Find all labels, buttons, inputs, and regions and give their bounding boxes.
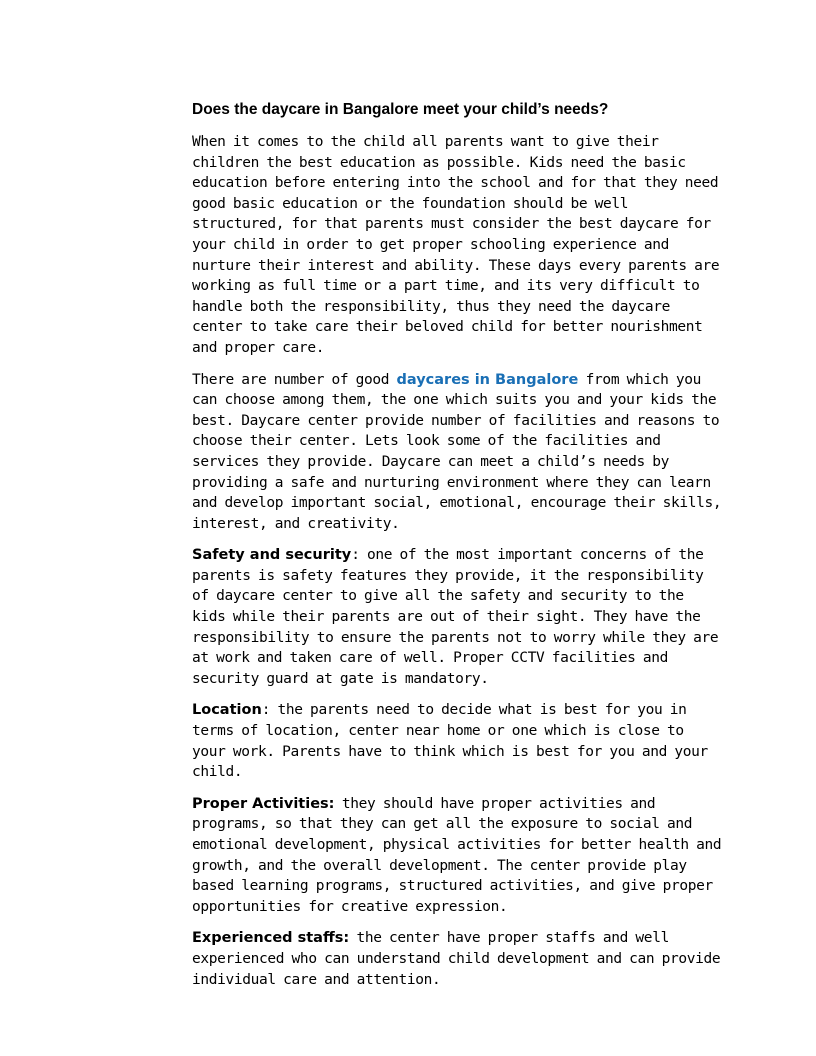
section-text: : one of the most important concerns of the parents is safety features they provide, it the responsibility of daycare center to give all the safety and security to the kids while their parents are out of their sight. They have the responsibility to ensure the parents not to worry while they are at work and taken care of well. Proper CCTV facilities and security guard at gate is mandatory. — [192, 547, 719, 687]
daycare-options-paragraph — [192, 370, 724, 535]
section-heading: Experienced staffs: — [192, 930, 350, 947]
section-experienced-staffs — [192, 928, 724, 990]
section-text: : the parents need to decide what is best for you in terms of location, center near home or one which is close to your work. Parents have to think which is best for you and your child. — [192, 702, 708, 781]
daycares-in-bangalore-link[interactable]: daycares in Bangalore — [396, 371, 579, 388]
section-safety-and-security — [192, 545, 724, 689]
paragraph-text-after-link: from which you can choose among them, the one which suits you and your kids the best. Daycare center provide number of facilities and reasons to choose their center. Lets look some of the facilities and services they provide. Daycare can meet a child’s needs by providing a safe and nurturing environment where they can learn and develop important social, emotional, encourage their skills, interest, and creativity. — [192, 371, 722, 532]
document-page — [192, 100, 724, 1001]
section-location — [192, 700, 724, 782]
document-title: Does the daycare in Bangalore meet your child’s needs? — [192, 101, 609, 118]
section-proper-activities — [192, 794, 724, 918]
intro-paragraph: When it comes to the child all parents want to give their children the best education as possible. Kids need the basic education before entering into the school and for that they need good basic education or the foundation should be well structured, for that parents must consider the best daycare for your child in order to get proper schooling experience and nurture their interest and ability. These days every parents are working as full time or a part time, and its very difficult to handle both the responsibility, thus they need the daycare center to take care their beloved child for better nourishment and proper care. — [192, 134, 720, 356]
section-heading: Location — [192, 702, 262, 719]
section-text: the center have proper staffs and well experienced who can understand child development and can provide individual care and attention. — [192, 930, 721, 988]
section-heading: Proper Activities: — [192, 795, 335, 812]
section-text: they should have proper activities and programs, so that they can get all the exposure to social and emotional development, physical activities for better health and growth, and the overall development. The center provide play based learning programs, structured activities, and give proper opportunities for creative expression. — [192, 795, 722, 915]
paragraph-text-before-link: There are number of good — [192, 371, 397, 388]
section-heading: Safety and security — [192, 547, 352, 564]
